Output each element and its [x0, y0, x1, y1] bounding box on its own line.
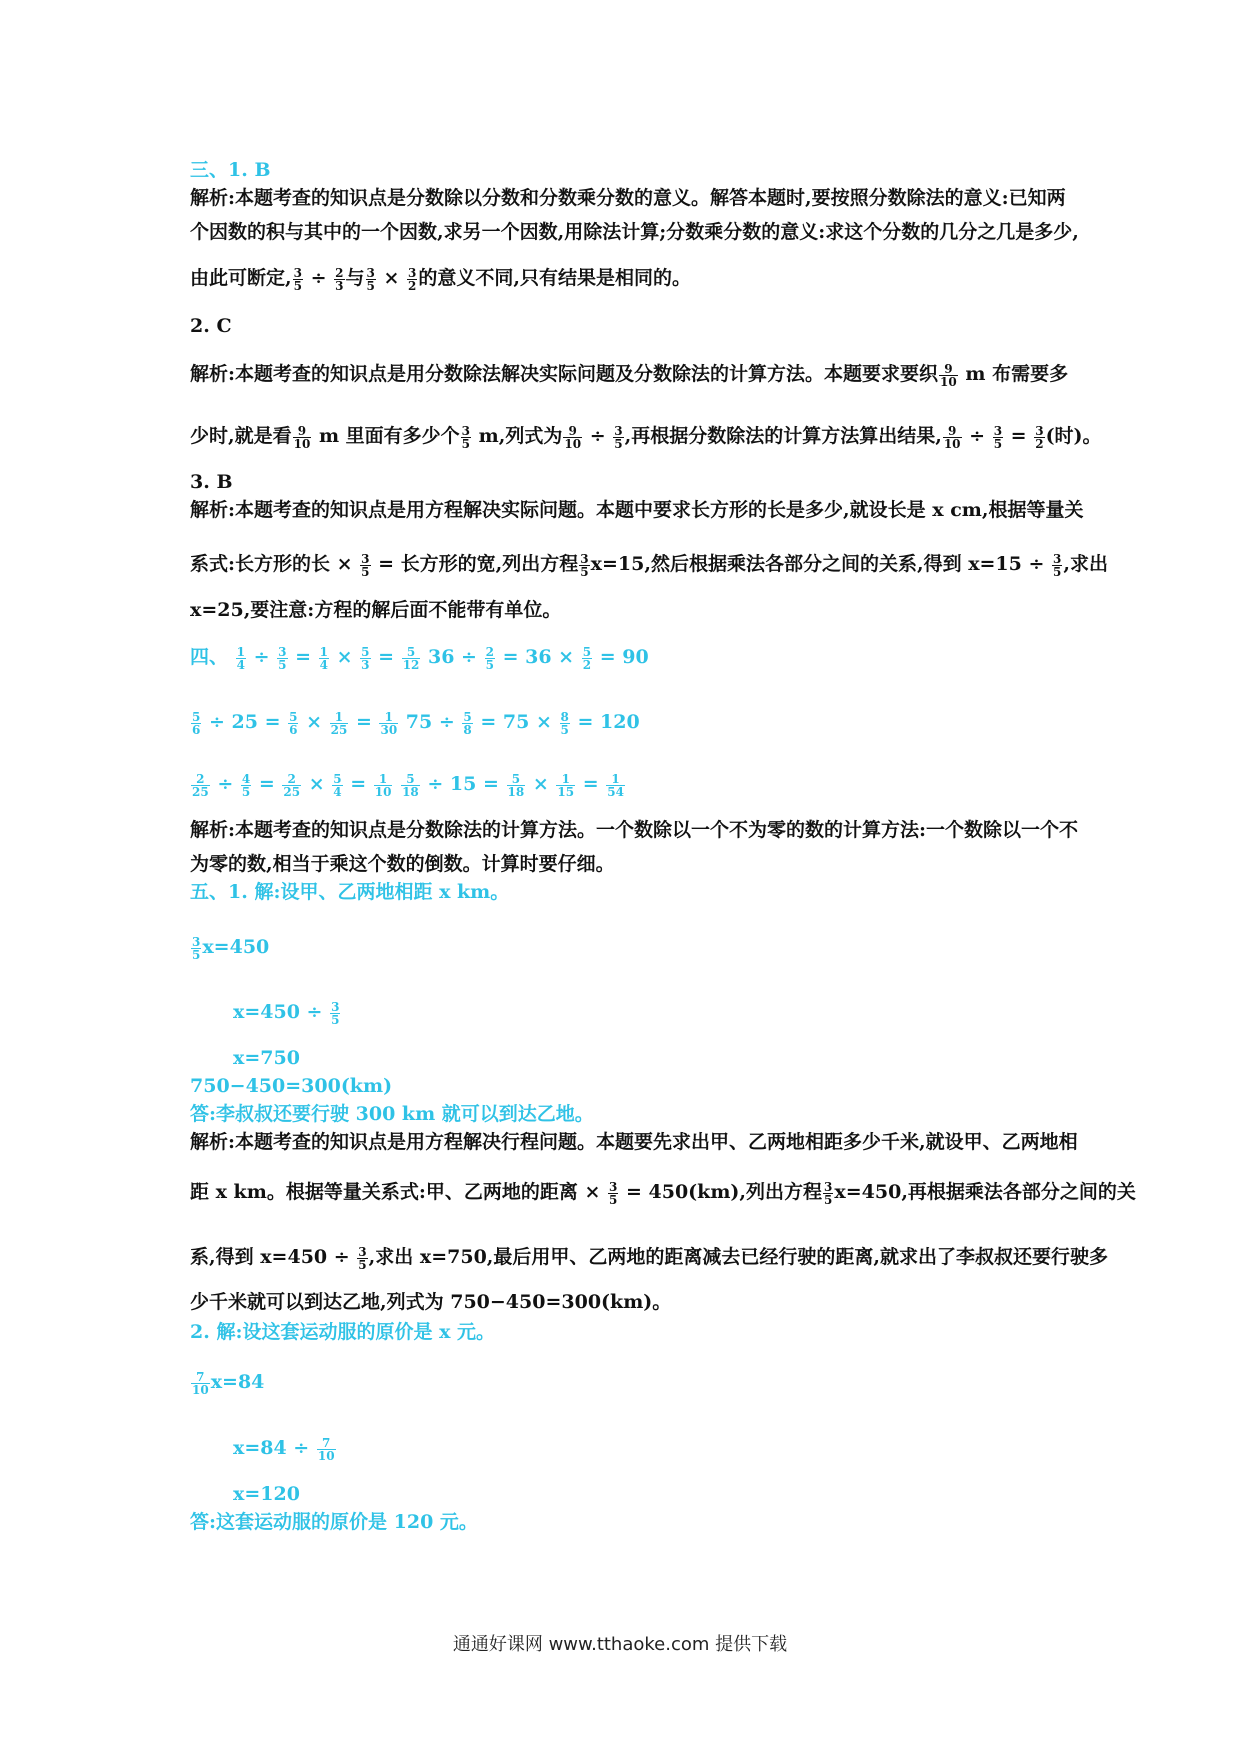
fraction: $\frac{1}{30}$	[380, 709, 398, 737]
text-line-h4-1: 四、 $\frac{1}{4}$ ÷ $\frac{3}{5}$ = $\frac{1}{4}$ × $\frac{5}{3}$ = $\frac{5}{12}$ 36 ÷ $\frac{2}{5}$ = 36 × $\frac{5}{2}$ = 90	[190, 644, 649, 672]
text-line-a2-l1: 解析:本题考查的知识点是用分数除法解决实际问题及分数除法的计算方法。本题要求要织 $\frac{9}{10}$ m 布需要多	[190, 361, 1069, 389]
fraction: $\frac{1}{15}$	[557, 771, 575, 799]
fraction: $\frac{5}{8}$	[463, 709, 472, 737]
text-line-e3: x=750	[233, 1047, 300, 1069]
fraction: $\frac{7}{10}$	[317, 1435, 335, 1463]
text-line-h4-2: $\frac{5}{6}$ ÷ 25 = $\frac{5}{6}$ × $\frac{1}{25}$ = $\frac{1}{30}$ 75 ÷ $\frac{5}{8}$ = 75 × $\frac{8}{5}$ = 120	[192, 709, 640, 737]
text-line-a3-l3: x=25,要注意:方程的解后面不能带有单位。	[190, 599, 562, 621]
text-line-a1-l2: 个因数的积与其中的一个因数,求另一个因数,用除法计算;分数乘分数的意义:求这个分数的几分之几是多少,	[190, 221, 1079, 243]
text-line-h3: 三、1. B	[190, 159, 271, 181]
text-line-f4: 答:这套运动服的原价是 120 元。	[190, 1511, 478, 1533]
text-line-h4-3: $\frac{2}{25}$ ÷ $\frac{4}{5}$ = $\frac{2}{25}$ × $\frac{5}{4}$ = $\frac{1}{10}$ $\frac{5}{18}$ ÷ 15 = $\frac{5}{18}$ × $\frac{1}{15}$ = $\frac{1}{54}$	[192, 771, 624, 799]
text-line-f2: x=84 ÷ $\frac{7}{10}$	[233, 1435, 335, 1463]
text-line-a5-l2: 距 x km。根据等量关系式:甲、乙两地的距离 × $\frac{3}{5}$ = 450(km),列出方程 $\frac{3}{5}$ x=450,再根据乘法各部分之间的关	[190, 1179, 1136, 1207]
text-line-h5-1: 五、1. 解:设甲、乙两地相距 x km。	[190, 881, 510, 903]
fraction: $\frac{7}{10}$	[192, 1369, 209, 1397]
fraction: $\frac{3}{5}$	[278, 644, 287, 672]
fraction: $\frac{3}{5}$	[358, 1244, 367, 1272]
text-line-a5-l4: 少千米就可以到达乙地,列式为 750−450=300(km)。	[190, 1291, 672, 1313]
fraction: $\frac{1}{4}$	[319, 644, 329, 672]
fraction: $\frac{3}{5}$	[993, 423, 1003, 451]
text-line-a3-l2: 系式:长方形的长 × $\frac{3}{5}$ = 长方形的宽,列出方程 $\frac{3}{5}$ x=15,然后根据乘法各部分之间的关系,得到 x=15 ÷ $\frac{3}{5}$ ,求出	[190, 551, 1109, 579]
text-line-a5-l1: 解析:本题考查的知识点是用方程解决行程问题。本题要先求出甲、乙两地相距多少千米,就设甲、乙两地相	[190, 1131, 1078, 1153]
text-line-h3-3: 3. B	[190, 471, 233, 493]
fraction: $\frac{3}{5}$	[192, 934, 201, 962]
fraction: $\frac{1}{25}$	[330, 709, 348, 737]
text-line-a1-l1: 解析:本题考查的知识点是分数除以分数和分数乘分数的意义。解答本题时,要按照分数除法的意义:已知两	[190, 187, 1066, 209]
fraction: $\frac{5}{12}$	[402, 644, 420, 672]
text-line-a5-l3: 系,得到 x=450 ÷ $\frac{3}{5}$ ,求出 x=750,最后用甲、乙两地的距离减去已经行驶的距离,就求出了李叔叔还要行驶多	[190, 1244, 1109, 1272]
fraction: $\frac{3}{5}$	[293, 265, 302, 293]
fraction: $\frac{3}{2}$	[1035, 423, 1044, 451]
text-line-a1-l3: 由此可断定, $\frac{3}{5}$ ÷ $\frac{2}{3}$ 与 $\frac{3}{5}$ × $\frac{3}{2}$ 的意义不同,只有结果是相同的。	[190, 265, 692, 293]
fraction: $\frac{4}{5}$	[241, 771, 251, 799]
fraction: $\frac{3}{5}$	[1053, 551, 1062, 579]
text-line-e5: 答:李叔叔还要行驶 300 km 就可以到达乙地。	[190, 1103, 594, 1125]
fraction: $\frac{5}{6}$	[192, 709, 201, 737]
fraction: $\frac{9}{10}$	[943, 423, 961, 451]
fraction: $\frac{5}{3}$	[361, 644, 370, 672]
fraction: $\frac{1}{4}$	[236, 644, 245, 672]
fraction: $\frac{3}{5}$	[580, 551, 589, 579]
text-line-e2: x=450 ÷ $\frac{3}{5}$	[233, 999, 340, 1027]
fraction: $\frac{5}{2}$	[582, 644, 592, 672]
fraction: $\frac{1}{10}$	[374, 771, 392, 799]
fraction: $\frac{3}{5}$	[461, 423, 471, 451]
fraction: $\frac{3}{5}$	[361, 551, 370, 579]
text-line-f3: x=120	[233, 1483, 300, 1505]
text-line-e4: 750−450=300(km)	[190, 1075, 393, 1097]
fraction: $\frac{9}{10}$	[940, 361, 957, 389]
fraction: $\frac{2}{5}$	[485, 644, 494, 672]
text-line-a4-l2: 为零的数,相当于乘这个数的倒数。计算时要仔细。	[190, 853, 615, 875]
fraction: $\frac{1}{54}$	[607, 771, 624, 799]
text-line-a4-l1: 解析:本题考查的知识点是分数除法的计算方法。一个数除以一个不为零的数的计算方法:一个数除以一个不	[190, 819, 1079, 841]
text-line-f1: $\frac{7}{10}$ x=84	[192, 1369, 265, 1397]
fraction: $\frac{3}{5}$	[614, 423, 623, 451]
text-line-a3-l1: 解析:本题考查的知识点是用方程解决实际问题。本题中要求长方形的长是多少,就设长是 x cm,根据等量关	[190, 499, 1084, 521]
fraction: $\frac{9}{10}$	[293, 423, 311, 451]
text-line-h5-2: 2. 解:设这套运动服的原价是 x 元。	[190, 1321, 496, 1343]
text-line-e1: $\frac{3}{5}$ x=450	[192, 934, 270, 962]
fraction: $\frac{3}{5}$	[331, 999, 340, 1027]
text-line-h3-2: 2. C	[190, 315, 232, 337]
fraction: $\frac{5}{18}$	[507, 771, 525, 799]
fraction: $\frac{9}{10}$	[564, 423, 582, 451]
fraction: $\frac{3}{5}$	[609, 1179, 618, 1207]
fraction: $\frac{5}{6}$	[289, 709, 298, 737]
fraction: $\frac{5}{4}$	[333, 771, 342, 799]
fraction: $\frac{2}{3}$	[335, 265, 344, 293]
fraction: $\frac{3}{2}$	[408, 265, 417, 293]
fraction: $\frac{3}{5}$	[366, 265, 375, 293]
fraction: $\frac{5}{18}$	[402, 771, 419, 799]
text-line-a2-l2: 少时,就是看 $\frac{9}{10}$ m 里面有多少个 $\frac{3}{5}$ m,列式为 $\frac{9}{10}$ ÷ $\frac{3}{5}$ ,再根据分数除法的计算方法算出结果, $\frac{9}{10}$ ÷ $\frac{3}{5}$ = $\frac{3}{2}$ (时)。	[190, 423, 1102, 451]
footer-credit: 通通好课网 www.tthaoke.com 提供下载	[452, 1634, 788, 1655]
fraction: $\frac{8}{5}$	[560, 709, 569, 737]
fraction: $\frac{3}{5}$	[824, 1179, 833, 1207]
fraction: $\frac{2}{25}$	[192, 771, 209, 799]
fraction: $\frac{2}{25}$	[283, 771, 301, 799]
